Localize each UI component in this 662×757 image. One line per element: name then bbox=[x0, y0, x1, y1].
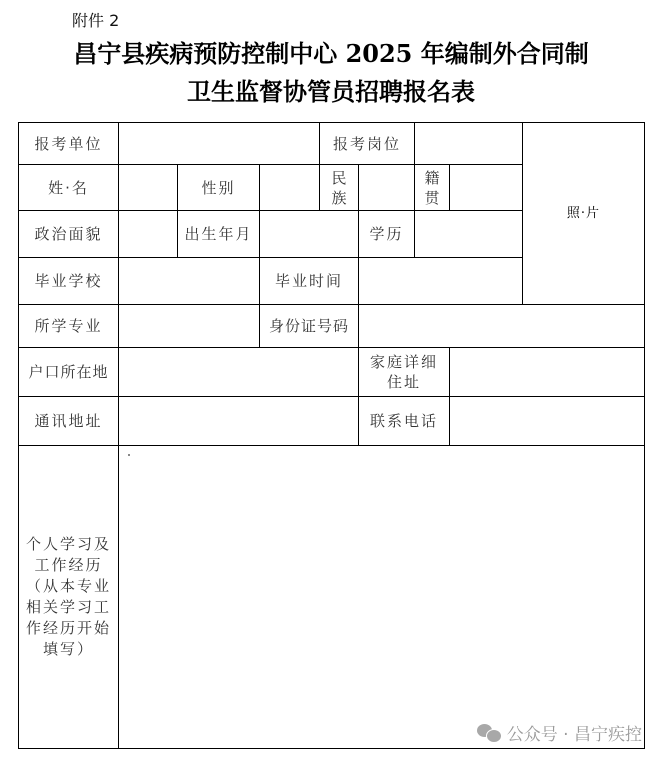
label-mailing-address: 通讯地址 bbox=[18, 396, 119, 446]
field-ethnicity[interactable] bbox=[358, 164, 415, 211]
label-ethnicity-char1: 民 bbox=[331, 168, 347, 187]
label-phone: 联系电话 bbox=[358, 396, 450, 446]
photo-box[interactable] bbox=[522, 122, 645, 305]
label-household-registration: 户口所在地 bbox=[18, 347, 119, 397]
label-resume-line1: 个人学习及 bbox=[25, 535, 111, 553]
label-resume bbox=[18, 445, 119, 749]
label-apply-unit: 报考单位 bbox=[18, 122, 119, 165]
label-graduate-school: 毕业学校 bbox=[18, 257, 119, 305]
annex-label: 附件 2 bbox=[72, 11, 120, 30]
label-resume-line2: 工作经历 bbox=[34, 556, 103, 574]
label-education: 学历 bbox=[358, 210, 415, 258]
label-political-status: 政治面貌 bbox=[18, 210, 119, 258]
label-native-char1: 籍 bbox=[424, 168, 440, 187]
label-birth-date: 出生年月 bbox=[177, 210, 260, 258]
field-birth-date[interactable] bbox=[259, 210, 359, 258]
field-phone[interactable] bbox=[449, 396, 645, 446]
cursor-mark bbox=[128, 454, 130, 456]
label-home-address bbox=[358, 347, 450, 397]
label-id-number: 身份证号码 bbox=[259, 304, 359, 348]
label-home-address-line1: 家庭详细 bbox=[369, 353, 438, 371]
label-gender: 性别 bbox=[177, 164, 260, 211]
watermark bbox=[477, 720, 642, 745]
field-household-registration[interactable] bbox=[118, 347, 359, 397]
field-native-place[interactable] bbox=[449, 164, 523, 211]
form-title-line2: 卫生监督协管员招聘报名表 bbox=[187, 77, 475, 106]
label-resume-line5: 作经历开始 bbox=[25, 619, 111, 637]
label-name: 姓·名 bbox=[18, 164, 119, 211]
label-resume-line3: （从本专业 bbox=[25, 577, 111, 595]
label-resume-line6: 填写） bbox=[42, 640, 94, 658]
field-home-address[interactable] bbox=[449, 347, 645, 397]
watermark-text: 公众号 · 昌宁疾控 bbox=[506, 725, 642, 745]
field-education[interactable] bbox=[414, 210, 523, 258]
form-title-line1: 昌宁县疾病预防控制中心 2025 年编制外合同制 bbox=[73, 39, 589, 68]
label-home-address-line2: 住址 bbox=[386, 373, 421, 391]
label-native-place bbox=[414, 164, 450, 211]
field-apply-post[interactable] bbox=[414, 122, 523, 165]
field-resume[interactable] bbox=[118, 445, 645, 749]
field-name[interactable] bbox=[118, 164, 178, 211]
field-id-number[interactable] bbox=[358, 304, 645, 348]
label-apply-post: 报考岗位 bbox=[319, 122, 415, 165]
field-major[interactable] bbox=[118, 304, 260, 348]
field-apply-unit[interactable] bbox=[118, 122, 320, 165]
label-resume-line4: 相关学习工 bbox=[25, 598, 111, 616]
field-graduation-time[interactable] bbox=[358, 257, 523, 305]
label-major: 所学专业 bbox=[18, 304, 119, 348]
field-political-status[interactable] bbox=[118, 210, 178, 258]
field-gender[interactable] bbox=[259, 164, 320, 211]
label-native-char2: 贯 bbox=[424, 188, 440, 207]
label-graduation-time: 毕业时间 bbox=[259, 257, 359, 305]
label-photo: 照·片 bbox=[566, 205, 601, 221]
field-graduate-school[interactable] bbox=[118, 257, 260, 305]
field-mailing-address[interactable] bbox=[118, 396, 359, 446]
wechat-icon bbox=[477, 723, 501, 743]
label-ethnicity bbox=[319, 164, 359, 211]
label-ethnicity-char2: 族 bbox=[331, 188, 347, 207]
